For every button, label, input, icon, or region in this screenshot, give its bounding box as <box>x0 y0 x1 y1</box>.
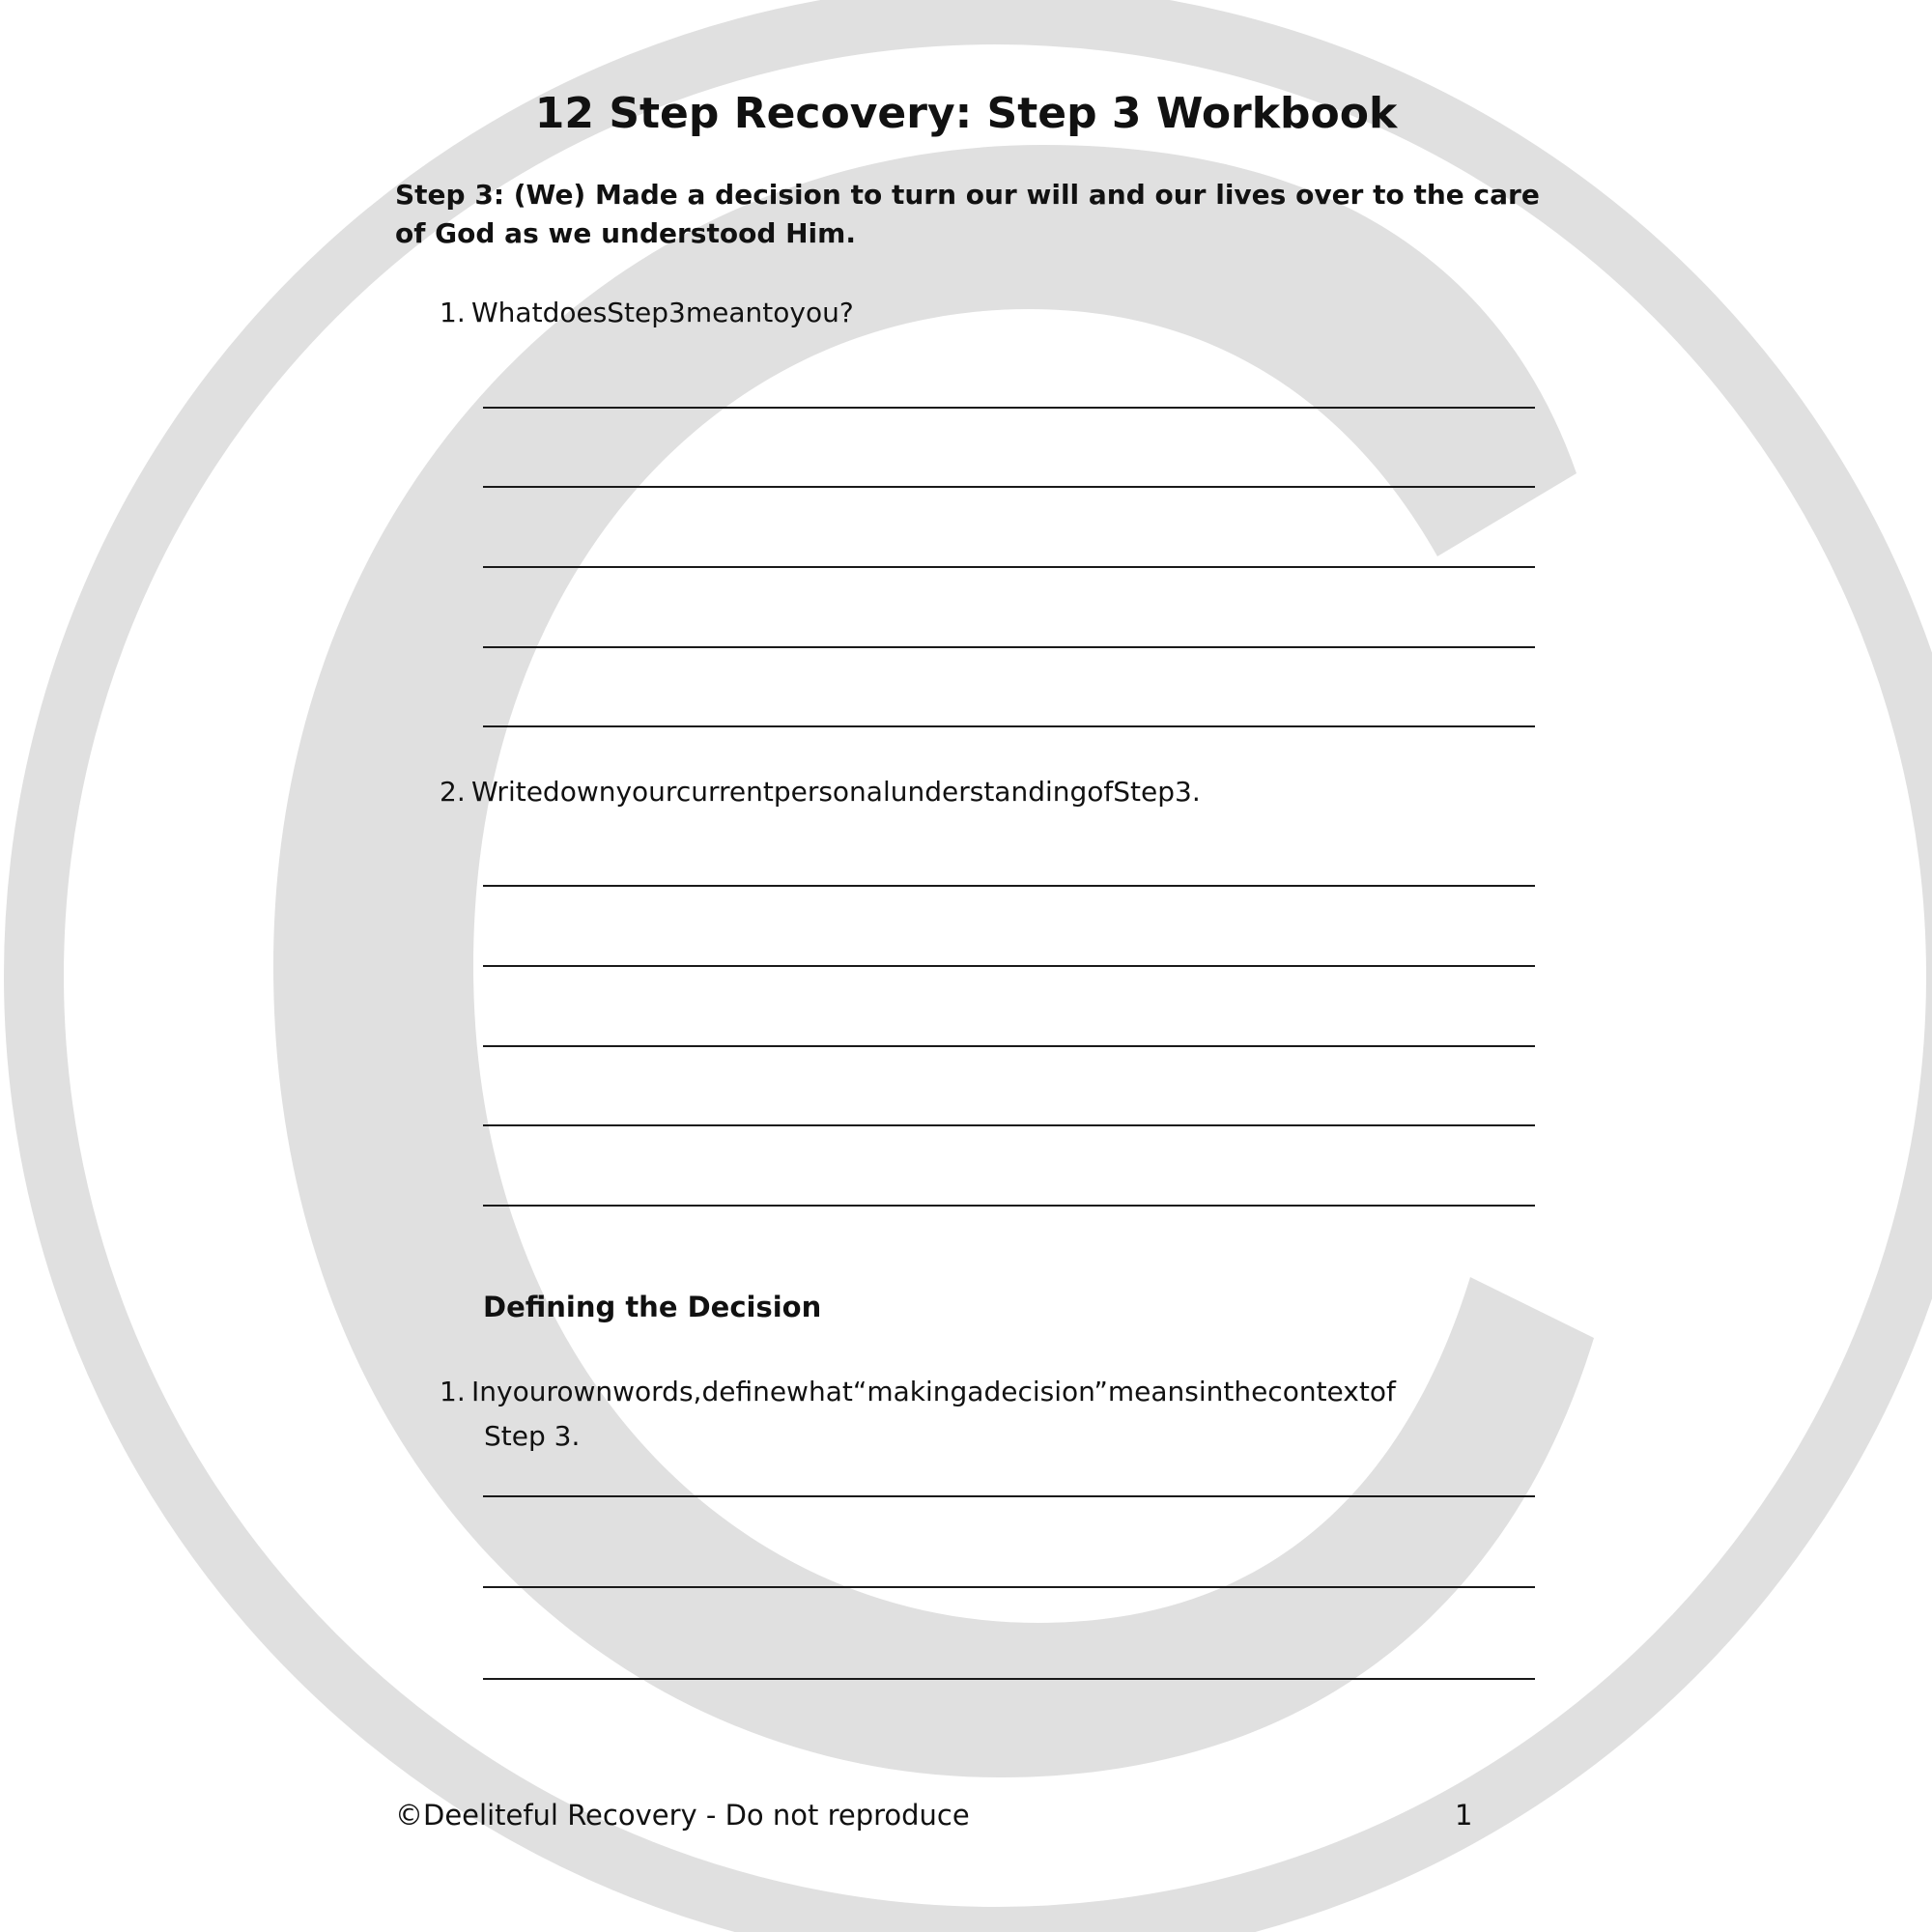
question-number: 2. <box>440 776 466 808</box>
question-text: WhatdoesStep3meantoyou? <box>471 297 854 328</box>
answer-line[interactable] <box>483 1045 1535 1047</box>
question-1 <box>440 291 854 335</box>
answer-line[interactable] <box>483 1678 1535 1680</box>
question-text-continuation: Step 3. <box>484 1420 581 1452</box>
page-number: 1 <box>1455 1799 1473 1832</box>
answer-line[interactable] <box>483 885 1535 887</box>
answer-line[interactable] <box>483 1124 1535 1126</box>
question-text: WritedownyourcurrentpersonalunderstandingofStep3. <box>471 776 1201 808</box>
decision-question-1 <box>440 1370 1396 1459</box>
section-heading: Defining the Decision <box>483 1291 822 1323</box>
answer-line[interactable] <box>483 407 1535 409</box>
copyright-footer: ©Deeliteful Recovery - Do not reproduce <box>395 1799 970 1832</box>
answer-line[interactable] <box>483 1495 1535 1497</box>
page-title: 12 Step Recovery: Step 3 Workbook <box>534 89 1398 138</box>
step-statement: Step 3: (We) Made a decision to turn our will and our lives over to the care of God as we understood Him. <box>395 179 1540 249</box>
answer-line[interactable] <box>483 965 1535 967</box>
answer-line[interactable] <box>483 1586 1535 1588</box>
question-text: Inyourownwords,definewhat“makingadecision”meansinthecontextof <box>471 1376 1396 1407</box>
answer-line[interactable] <box>483 566 1535 568</box>
answer-line[interactable] <box>483 646 1535 648</box>
answer-line[interactable] <box>483 725 1535 727</box>
question-number: 1. <box>440 297 466 328</box>
answer-line[interactable] <box>483 1205 1535 1207</box>
answer-line[interactable] <box>483 486 1535 488</box>
question-2 <box>440 770 1201 814</box>
question-number: 1. <box>440 1376 466 1407</box>
